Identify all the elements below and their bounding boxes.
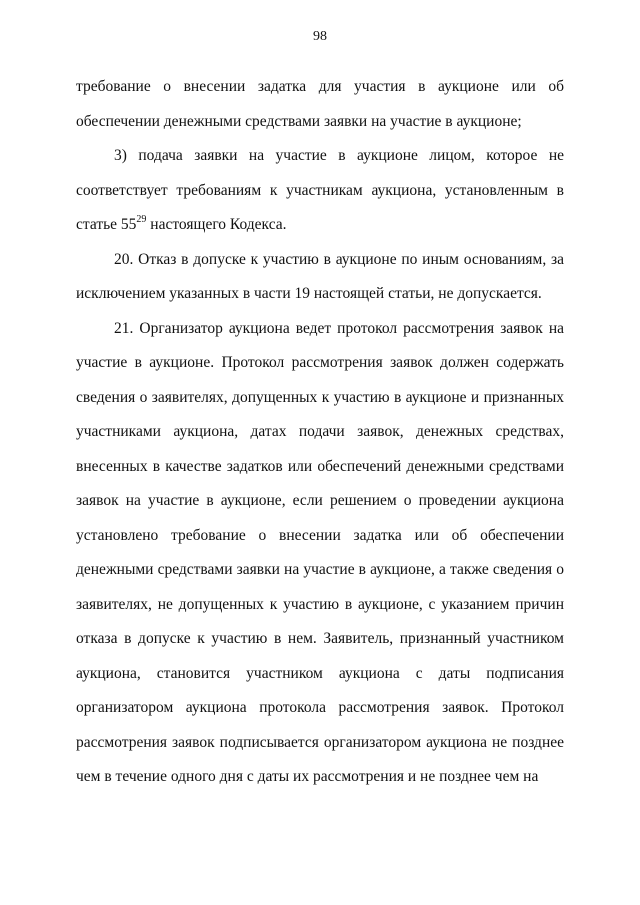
page-number: 98: [313, 29, 327, 44]
paragraph-text: требование о внесении задатка для участия в аукционе или об обеспечении денежными средствами заявки на участие в аукционе;: [76, 78, 564, 130]
paragraph-item-3: [76, 139, 564, 243]
paragraph-text: 3) подача заявки на участие в аукционе лицом, которое не соответствует требованиям к участникам аукциона, установленным в статье 55: [76, 147, 564, 233]
paragraph-text: 20. Отказ в допуске к участию в аукционе по иным основаниям, за исключением указанных в части 19 настоящей статьи, не допускается.: [76, 250, 564, 302]
paragraph-part-20: [76, 243, 564, 312]
paragraph-text-tail: настоящего Кодекса.: [146, 216, 287, 233]
paragraph-continuation: [76, 70, 564, 139]
article-superscript: 29: [136, 213, 147, 225]
document-body: [76, 70, 564, 795]
paragraph-text: 21. Организатор аукциона ведет протокол рассмотрения заявок на участие в аукционе. Протокол рассмотрения заявок должен содержать сведения о заявителях, допущенных к участию в аукционе и признанных участниками аукциона, датах подачи заявок, денежных средствах, внесенных в качестве задатков или обеспечений денежными средствами заявок на участие в аукционе, если решением о проведении аукциона установлено требование о внесении задатка или об обеспечении денежными средствами заявки на участие в аукционе, а также сведения о заявителях, не допущенных к участию в аукционе, с указанием причин отказа в допуске к участию в нем. Заявитель, признанный участником аукциона, становится участником аукциона с даты подписания организатором аукциона протокола рассмотрения заявок. Протокол рассмотрения заявок подписывается организатором аукциона не позднее чем в течение одного дня с даты их рассмотрения и не позднее чем на: [76, 319, 564, 785]
paragraph-part-21: [76, 312, 564, 795]
